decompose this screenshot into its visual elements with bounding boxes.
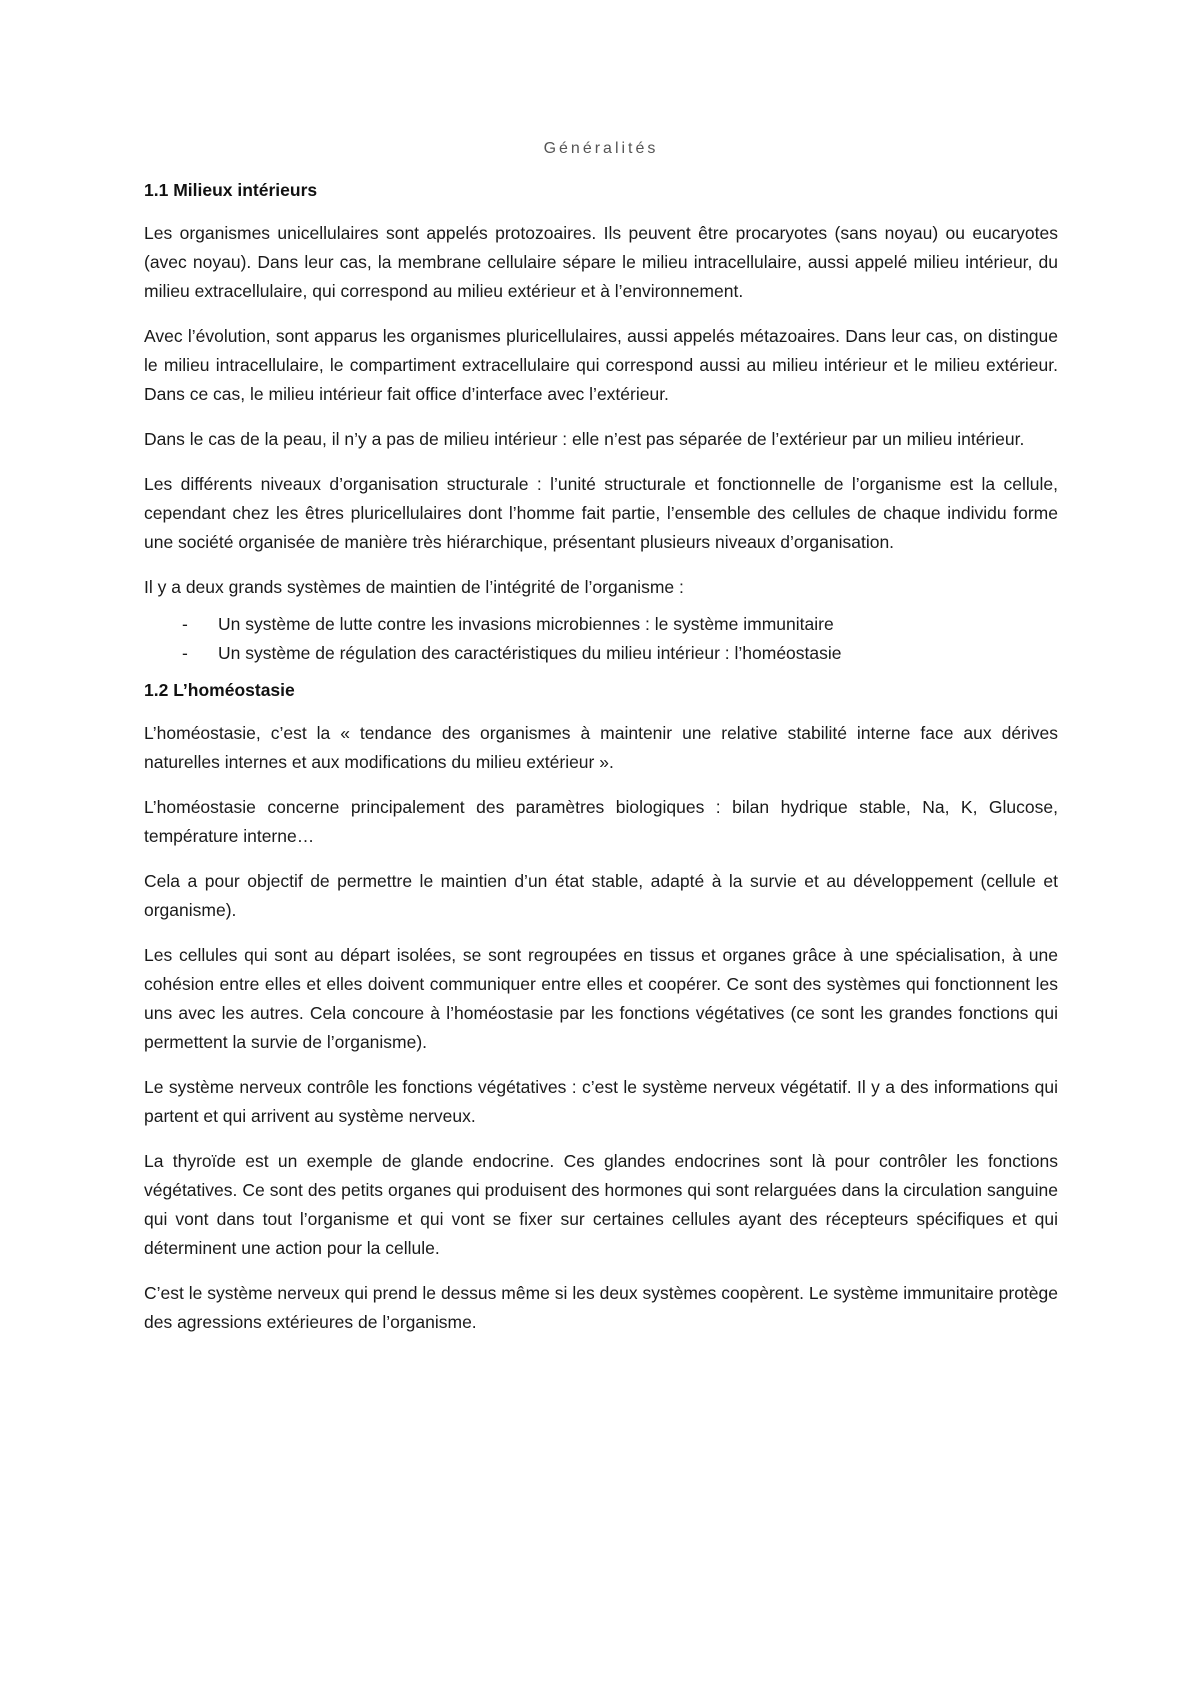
paragraph: La thyroïde est un exemple de glande endocrine. Ces glandes endocrines sont là pour contrôler les fonctions végétatives. Ce sont des petits organes qui produisent des hormones qui sont relarguées dans la circulation sanguine qui vont dans tout l’organisme et qui vont se fixer sur certaines cellules ayant des récepteurs spécifiques et qui déterminent une action pour la cellule.	[144, 1151, 1058, 1258]
document-title: Généralités	[543, 140, 659, 157]
paragraph: Dans le cas de la peau, il n’y a pas de milieu intérieur : elle n’est pas séparée de l’extérieur par un milieu intérieur.	[144, 429, 1025, 449]
paragraph: Les cellules qui sont au départ isolées, se sont regroupées en tissus et organes grâce à une spécialisation, à une cohésion entre elles et elles doivent communiquer entre elles et coopérer. Ce sont des systèmes qui fonctionnent les uns avec les autres. Cela concoure à l’homéostasie par les fonctions végétatives (ce sont les grandes fonctions qui permettent la survie de l’organisme).	[144, 945, 1058, 1052]
document-page	[144, 140, 1058, 1353]
section-homeostasie	[144, 680, 1058, 1337]
list-item	[144, 639, 1058, 668]
paragraph: L’homéostasie concerne principalement des paramètres biologiques : bilan hydrique stable, Na, K, Glucose, température interne…	[144, 797, 1058, 846]
paragraph: Le système nerveux contrôle les fonctions végétatives : c’est le système nerveux végétatif. Il y a des informations qui partent et qui arrivent au système nerveux.	[144, 1077, 1058, 1126]
bullet-marker: -	[182, 643, 188, 663]
section-heading: 1.1 Milieux intérieurs	[144, 180, 318, 200]
paragraph: L’homéostasie, c’est la « tendance des organismes à maintenir une relative stabilité interne face aux dérives naturelles internes et aux modifications du milieu extérieur ».	[144, 723, 1058, 772]
section-milieux-interieurs	[144, 180, 1058, 668]
paragraph: Avec l’évolution, sont apparus les organismes pluricellulaires, aussi appelés métazoaires. Dans leur cas, on distingue le milieu intracellulaire, le compartiment extracellulaire qui correspond aussi au milieu intérieur et le milieu extérieur. Dans ce cas, le milieu intérieur fait office d’interface avec l’extérieur.	[144, 326, 1058, 404]
paragraph: Il y a deux grands systèmes de maintien de l’intégrité de l’organisme :	[144, 577, 684, 597]
bullet-list	[144, 610, 1058, 668]
list-item-text: Un système de régulation des caractéristiques du milieu intérieur : l’homéostasie	[218, 643, 842, 663]
paragraph: C’est le système nerveux qui prend le dessus même si les deux systèmes coopèrent. Le système immunitaire protège des agressions extérieures de l’organisme.	[144, 1283, 1058, 1332]
bullet-marker: -	[182, 614, 188, 634]
list-item	[144, 610, 1058, 639]
paragraph: Cela a pour objectif de permettre le maintien d’un état stable, adapté à la survie et au développement (cellule et organisme).	[144, 871, 1058, 920]
list-item-text: Un système de lutte contre les invasions microbiennes : le système immunitaire	[218, 614, 834, 634]
section-heading: 1.2 L’homéostasie	[144, 680, 295, 700]
paragraph: Les différents niveaux d’organisation structurale : l’unité structurale et fonctionnelle de l’organisme est la cellule, cependant chez les êtres pluricellulaires dont l’homme fait partie, l’ensemble des cellules de chaque individu forme une société organisée de manière très hiérarchique, présentant plusieurs niveaux d’organisation.	[144, 474, 1058, 552]
paragraph: Les organismes unicellulaires sont appelés protozoaires. Ils peuvent être procaryotes (sans noyau) ou eucaryotes (avec noyau). Dans leur cas, la membrane cellulaire sépare le milieu intracellulaire, aussi appelé milieu intérieur, du milieu extracellulaire, qui correspond au milieu extérieur et à l’environnement.	[144, 223, 1058, 301]
